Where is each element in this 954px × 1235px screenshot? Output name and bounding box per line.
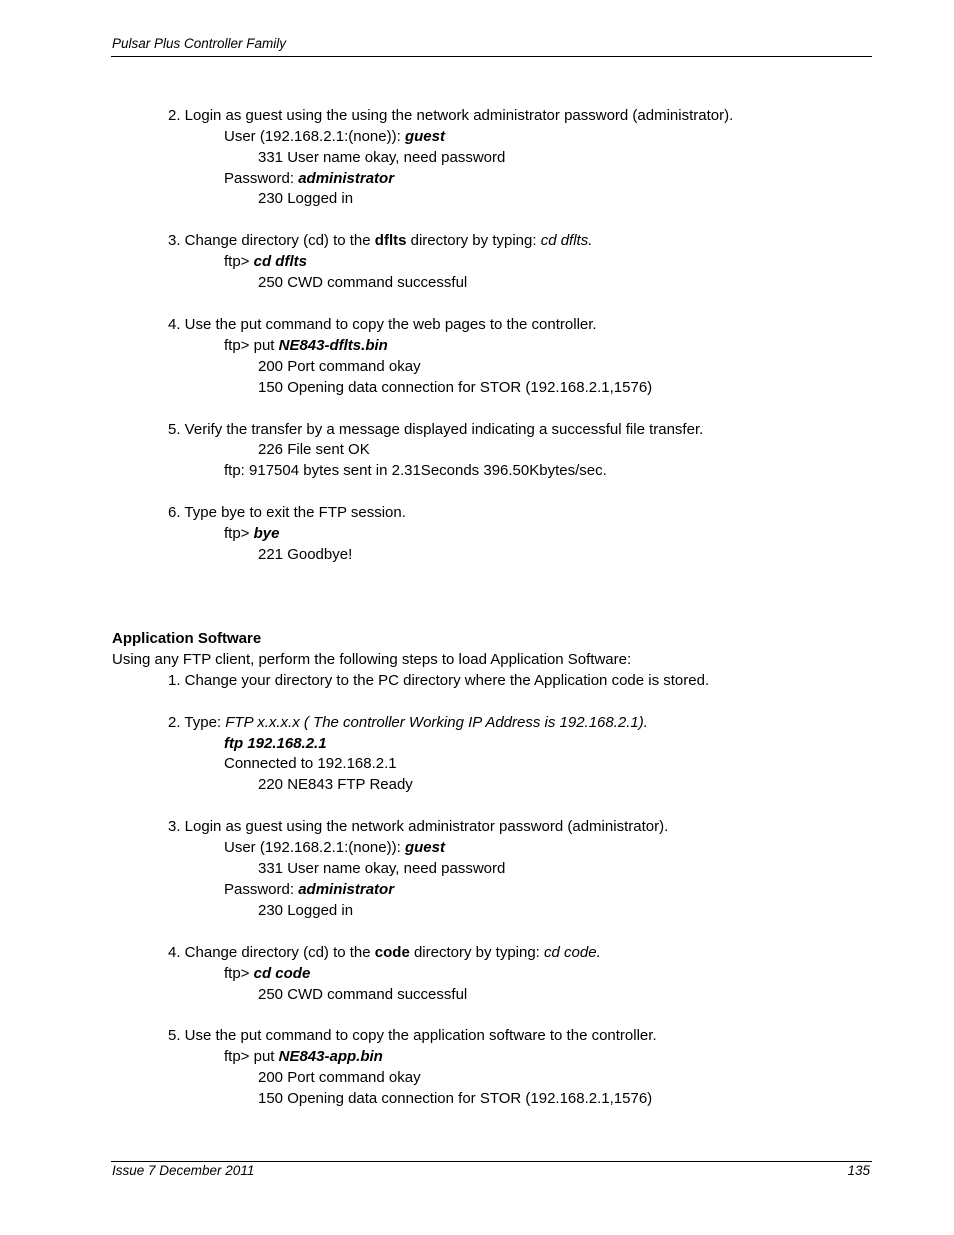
command-line: ftp> put NE843-dflts.bin: [224, 337, 388, 354]
password-prompt-line: Password: administrator: [224, 170, 395, 187]
user-prompt-line: User (192.168.2.1:(none)): guest: [224, 839, 445, 856]
app-step-5-put-command: 5. Use the put command to copy the application software to the controller.: [168, 1027, 657, 1044]
step-2-login: 2. Login as guest using the using the network administrator password (administrator).: [168, 107, 734, 124]
app-step-2-type: 2. Type: FTP x.x.x.x ( The controller Working IP Address is 192.168.2.1).: [168, 714, 648, 731]
connected-line: Connected to 192.168.2.1: [224, 755, 397, 772]
header-title: Pulsar Plus Controller Family: [112, 36, 287, 51]
response-line: 226 File sent OK: [258, 441, 370, 458]
password-prompt-line: Password: administrator: [224, 881, 395, 898]
step-4-put-command: 4. Use the put command to copy the web pages to the controller.: [168, 316, 597, 333]
step-6-exit-session: 6. Type bye to exit the FTP session.: [168, 504, 406, 521]
footer-rule: [111, 1161, 872, 1162]
response-line: 331 User name okay, need password: [258, 149, 506, 166]
response-line: 200 Port command okay: [258, 1069, 421, 1086]
section-heading: Application Software: [112, 630, 262, 647]
response-line: 150 Opening data connection for STOR (192.168.2.1,1576): [258, 379, 653, 396]
footer-issue: Issue 7 December 2011: [112, 1163, 255, 1178]
response-line: 230 Logged in: [258, 190, 354, 207]
response-line: 221 Goodbye!: [258, 546, 353, 563]
section-intro: Using any FTP client, perform the following steps to load Application Software:: [112, 651, 632, 668]
command-line: ftp> put NE843-app.bin: [224, 1048, 383, 1065]
header-rule: [111, 56, 872, 57]
app-step-4-change-directory: 4. Change directory (cd) to the code directory by typing: cd code.: [168, 944, 601, 961]
response-line: 150 Opening data connection for STOR (192.168.2.1,1576): [258, 1090, 653, 1107]
step-5-verify-transfer: 5. Verify the transfer by a message displayed indicating a successful file transfer.: [168, 421, 704, 438]
response-line: 331 User name okay, need password: [258, 860, 506, 877]
response-line: 220 NE843 FTP Ready: [258, 776, 413, 793]
page-number: 135: [847, 1163, 870, 1178]
command-line: ftp> bye: [224, 525, 280, 542]
user-prompt-line: User (192.168.2.1:(none)): guest: [224, 128, 445, 145]
response-line: 250 CWD command successful: [258, 986, 468, 1003]
app-step-3-login: 3. Login as guest using the network administrator password (administrator).: [168, 818, 669, 835]
command-line: ftp> cd dflts: [224, 253, 307, 270]
command-line: ftp 192.168.2.1: [224, 735, 327, 752]
response-line: 200 Port command okay: [258, 358, 421, 375]
transfer-stats-line: ftp: 917504 bytes sent in 2.31Seconds 396.50Kbytes/sec.: [224, 462, 607, 479]
response-line: 250 CWD command successful: [258, 274, 468, 291]
app-step-1: 1. Change your directory to the PC directory where the Application code is stored.: [168, 672, 710, 689]
response-line: 230 Logged in: [258, 902, 354, 919]
command-line: ftp> cd code: [224, 965, 311, 982]
step-3-change-directory: 3. Change directory (cd) to the dflts directory by typing: cd dflts.: [168, 232, 593, 249]
